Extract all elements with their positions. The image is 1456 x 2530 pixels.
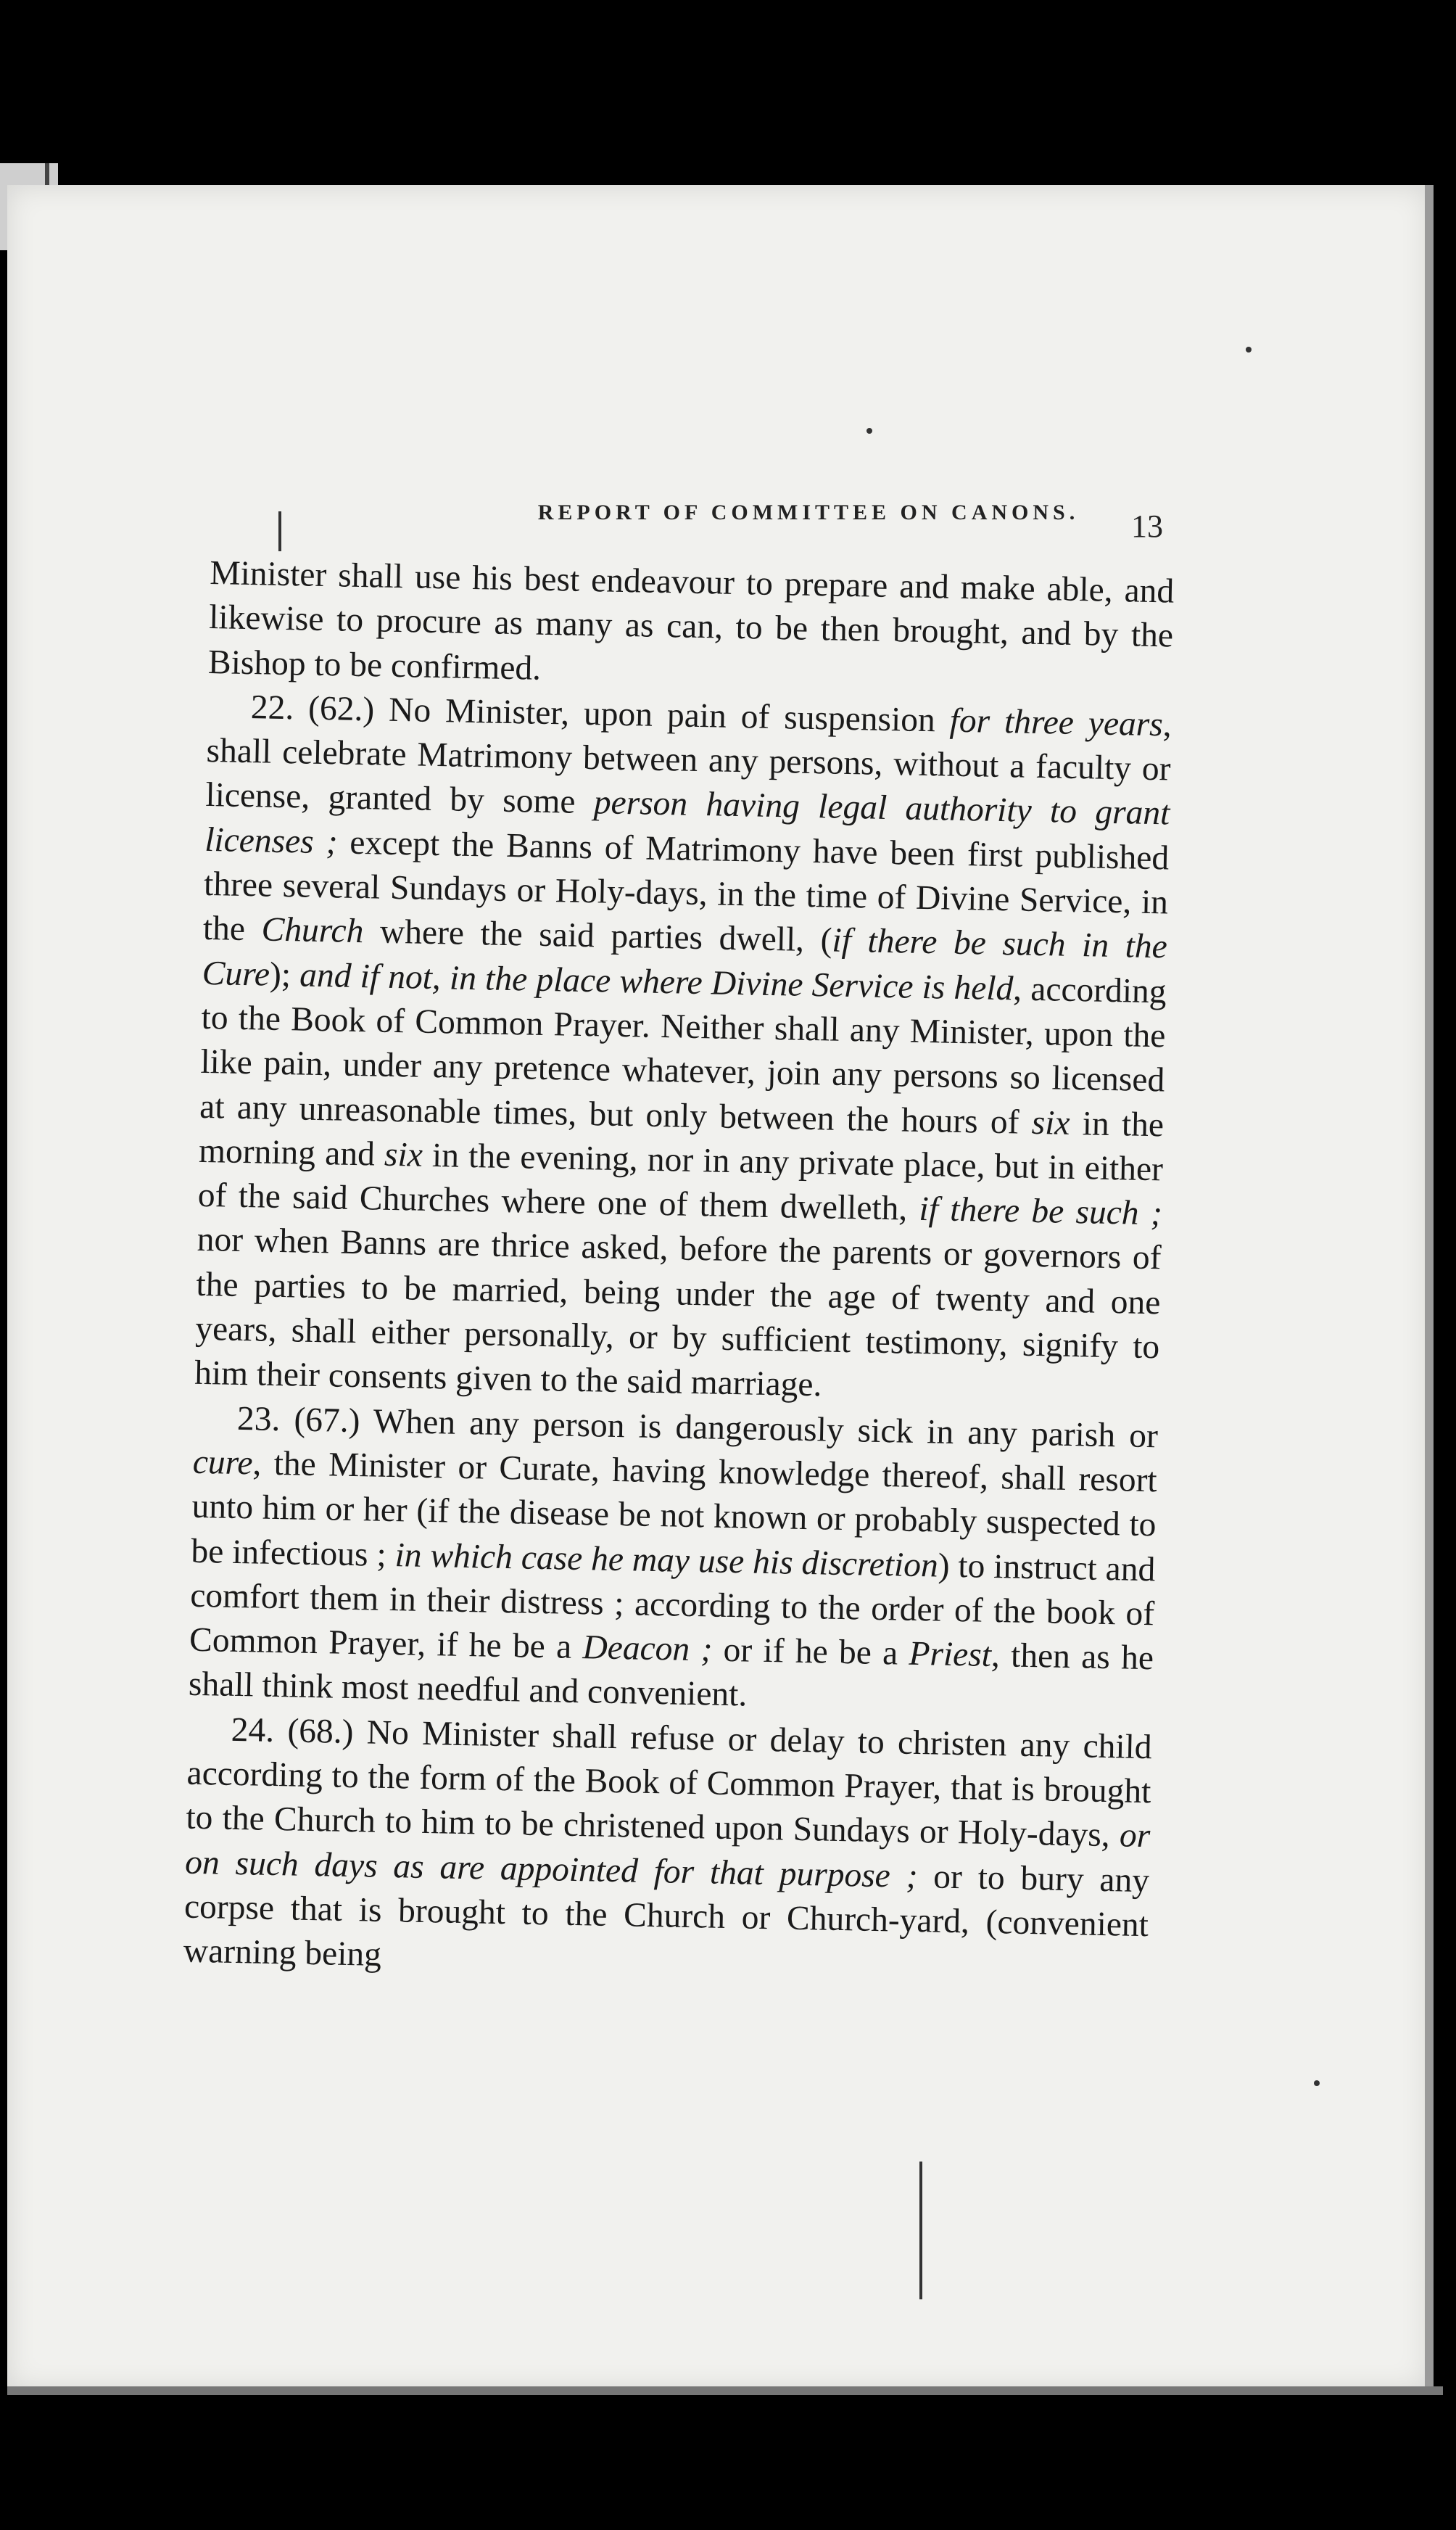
- text-segment: 23. (67.) When any person is dangerously sick in any parish or: [236, 1399, 1159, 1455]
- paragraph-section-23: [188, 1396, 1158, 1726]
- text-segment: , then as he shall think most needful and convenient.: [188, 1636, 1154, 1714]
- italic-text-segment: for three years: [949, 701, 1164, 744]
- italic-text-segment: in which case he may use his discretion: [394, 1536, 939, 1585]
- text-segment: except the Banns of Matrimony have been first published three several Sundays or Holy-days, in the time of Divine Service, in the: [202, 823, 1170, 949]
- speck-mark: [1314, 2080, 1320, 2086]
- text-segment: where the said parties dwell, (: [363, 912, 833, 960]
- italic-text-segment: six: [384, 1135, 423, 1174]
- text-segment: in the evening, nor in any private place, but in either of the said Churches where one of them dwelleth,: [197, 1136, 1164, 1229]
- text-segment: or to bury any corpse that is brought to the Church or Church-yard, (convenient warning being: [183, 1857, 1150, 1974]
- italic-text-segment: person having legal authority to grant licenses ;: [204, 783, 1170, 862]
- paragraph-section-24: [183, 1707, 1152, 1992]
- page-number: 13: [1131, 508, 1163, 544]
- text-segment: nor when Banns are thrice asked, before the parents or governors of the parties to be married, being under the age of twenty and one years, shall either personally, or by sufficient testimony, signify to him their consents given to the said marriage.: [194, 1221, 1162, 1404]
- text-segment: 24. (68.) No Minister shall refuse or delay to christen any child according to the form of the Book of Common Prayer, that is brought to the Church to him to be christened upon Sundays or Holy-days,: [185, 1710, 1153, 1855]
- italic-text-segment: Church: [261, 910, 364, 951]
- italic-text-segment: Deacon ;: [582, 1628, 713, 1669]
- text-segment: in the morning and: [198, 1104, 1165, 1174]
- text-segment: , shall celebrate Matrimony between any persons, without a faculty or license, granted by some: [205, 706, 1172, 822]
- text-segment: , according to the Book of Common Prayer. Neither shall any Minister, upon the like pain, under any pretence whatever, join any persons so licensed at any unreasonable times, but only between the hours of: [199, 970, 1167, 1142]
- body-text: [183, 551, 1174, 1993]
- italic-text-segment: Priest: [909, 1634, 992, 1675]
- pen-mark: [278, 511, 281, 551]
- running-head: REPORT OF COMMITTEE ON CANONS.: [537, 500, 1080, 524]
- italic-text-segment: or on such days as are appointed for that purpose ;: [184, 1816, 1151, 1895]
- speck-mark: [866, 428, 872, 434]
- paragraph-continuation: [207, 551, 1174, 703]
- italic-text-segment: if there be such ;: [919, 1190, 1163, 1233]
- text-segment: 22. (62.) No Minister, upon pain of suspension: [250, 688, 951, 740]
- speck-mark: [1246, 347, 1252, 353]
- italic-text-segment: and if not, in the place where Divine Service is held: [299, 956, 1014, 1008]
- pen-mark: [919, 2162, 922, 2299]
- page-edge-shadow-bottom: [7, 2386, 1443, 2395]
- italic-text-segment: if there be such in the Cure: [202, 921, 1168, 994]
- paragraph-section-22: [194, 685, 1172, 1414]
- text-segment: , the Minister or Curate, having knowledge thereof, shall resort unto him or her (if the disease be not known or probably suspected to be infectious ;: [191, 1444, 1158, 1574]
- text-segment: Minister shall use his best endeavour to prepare and make able, and likewise to procure as many as can, to be then brought, and by the Bishop to be confirmed.: [207, 553, 1175, 688]
- italic-text-segment: six: [1031, 1103, 1071, 1142]
- text-segment: ) to instruct and comfort them in their distress ; according to the order of the book of Common Prayer, if he be a: [189, 1546, 1156, 1667]
- italic-text-segment: cure: [192, 1443, 254, 1483]
- text-segment: or if he be a: [711, 1631, 910, 1673]
- text-segment: );: [269, 955, 300, 994]
- page-edge-shadow-right: [1425, 185, 1434, 2390]
